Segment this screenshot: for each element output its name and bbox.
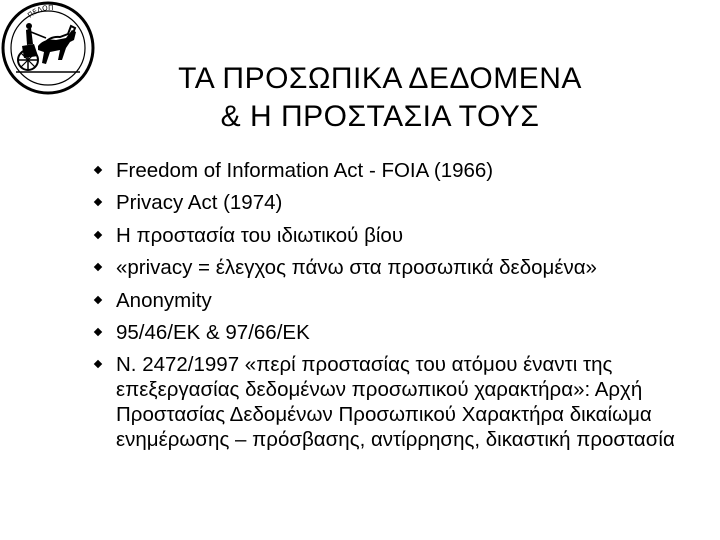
bullet-text: «privacy = έλεγχος πάνω στα προσωπικά δεδομένα» <box>116 256 597 280</box>
slide-title-line-2: & Η ΠΡΟΣΤΑΣΙΑ ΤΟΥΣ <box>220 100 540 133</box>
bullet-text: Privacy Act (1974) <box>116 191 283 215</box>
bullet-text: 95/46/ΕΚ & 97/66/ΕΚ <box>116 320 310 344</box>
bullet-item <box>92 288 692 313</box>
bullet-item <box>92 320 692 345</box>
bullet-item <box>92 158 692 183</box>
bullet-item <box>92 223 692 248</box>
diamond-bullet-icon <box>94 198 102 206</box>
bullet-item <box>92 255 692 280</box>
slide-title-line-1: ΤΑ ΠΡΟΣΩΠΙΚΑ ΔΕΔΟΜΕΝΑ <box>178 62 582 95</box>
diamond-bullet-icon <box>94 360 102 368</box>
bullet-text: Anonymity <box>116 288 212 312</box>
bullet-text: Η προστασία του ιδιωτικού βίου <box>116 223 404 247</box>
svg-text:ΠΕΛΟΠ: ΠΕΛΟΠ <box>26 3 54 20</box>
slide-title <box>100 60 660 136</box>
diamond-bullet-icon <box>94 231 102 239</box>
bullet-item <box>92 352 692 452</box>
diamond-bullet-icon <box>94 263 102 271</box>
diamond-bullet-icon <box>94 295 102 303</box>
bullet-list <box>92 158 692 460</box>
bullet-item <box>92 190 692 215</box>
bullet-text: Ν. 2472/1997 «περί προστασίας του ατόμου έναντι της επεξεργασίας δεδομένων προσωπικού χαρακτήρα»: Αρχή Προστασίας Δεδομένων Προσωπικού Χαρακτήρα δικαίωμα ενημέρωσης – πρόσβασης, αντίρρησης, δικαστική προστασία <box>116 353 675 452</box>
diamond-bullet-icon <box>94 328 102 336</box>
chariot-seal-icon <box>0 0 96 96</box>
university-seal-logo <box>0 0 96 96</box>
diamond-bullet-icon <box>94 166 102 174</box>
bullet-text: Freedom of Information Act - FOIA (1966) <box>116 159 494 182</box>
